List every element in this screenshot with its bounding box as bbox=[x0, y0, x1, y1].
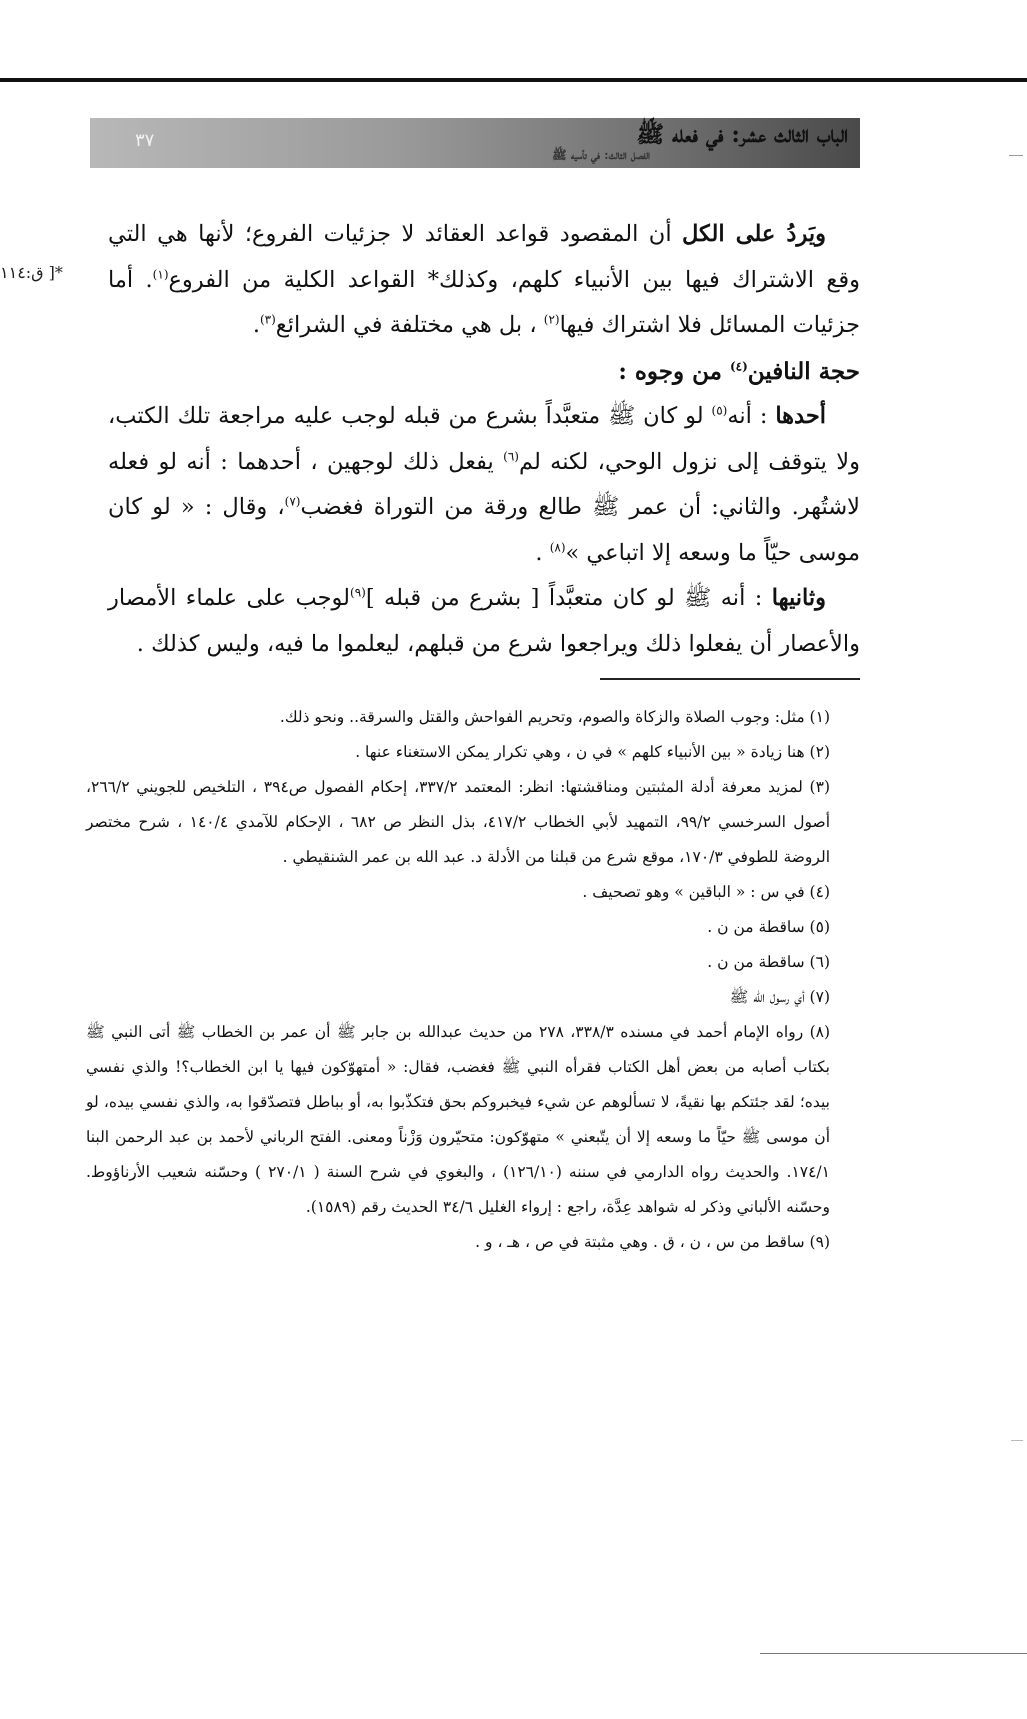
paragraph-text: . bbox=[252, 312, 260, 338]
paragraph-text: . أما جزئيات المسائل فلا اشتراك فيها bbox=[108, 266, 860, 338]
footnote-ref[interactable]: (٧) bbox=[284, 494, 301, 509]
heading-text: من وجوه : bbox=[618, 357, 722, 385]
paragraph-text: ، بل هي مختلفة في الشرائع bbox=[275, 312, 537, 338]
section-title: الفصل الثالث: في تأسيه ﷺ bbox=[552, 148, 650, 162]
edge-mark bbox=[1011, 1440, 1023, 1441]
paragraph-text: : أنه bbox=[727, 403, 768, 429]
footnote-ref[interactable]: (٢) bbox=[543, 312, 560, 327]
footnote-item: (٨) رواه الإمام أحمد في مسنده ٣٣٨/٣، ٢٧٨ من حديث عبدالله بن جابر ﷺ أن عمر بن الخطاب ﷺ أتى النبي ﷺ بكتاب أصابه من بعض أهل الكتاب فقرأه النبي ﷺ فغضب، فقال: « أمتهوّكون فيها يا ابن الخطاب؟! والذي نفسي بيده؛ لقد جئتكم بها نقيةً، لا تسألوهم عن شيء فيخبروكم بحق فتكذّبوا به، أو بباطل فتصدّقوا به، والذي نفسي بيده، لو أن موسى ﷺ حيّاً ما وسعه إلا أن يتّبعني » متهوّكون: متحيّرون وَزْناً ومعنى. الفتح الرباني لأحمد بن عبد الرحمن البنا ١٧٤/١. والحديث رواه الدارمي في سننه (١٢٦/١٠) ، والبغوي في شرح السنة ( ٢٧٠/١ ) وحسّنه شعيب الأرناؤوط. وحسّنه الألباني وذكر له شواهد عِدَّة، راجع : إرواء الغليل ٣٤/٦ الحديث رقم (١٥٨٩). bbox=[86, 1023, 831, 1216]
running-header bbox=[90, 118, 860, 168]
paragraph-text: يفعل ذلك لوجهين ، أحدهما : أنه لو فعله لاشتُهر. والثاني: أن عمر ﷺ طالع ورقة من التوراة فغضب bbox=[108, 448, 860, 520]
footnote-item: (٥) ساقطة من ن . bbox=[707, 918, 830, 936]
heading-text: حجة النافين bbox=[747, 357, 860, 385]
footnote-item: (٣) لمزيد معرفة أدلة المثبتين ومناقشتها: انظر: المعتمد ٣٣٧/٢، إحكام الفصول ص٣٩٤ ، التلخيص للجويني ٢٦٦/٢، أصول السرخسي ٩٩/٢، التمهيد لأبي الخطاب ٤١٧/٢، بذل النظر ص ٦٨٢ ، الإحكام للآمدي ١٤٠/٤ ، شرح مختصر الروضة للطوفي ١٧٠/٣، موقع شرع من قبلنا من الأدلة د. عبد الله بن عمر الشنقيطي . bbox=[86, 778, 831, 866]
footnote-item: (٤) في س : « الباقين » وهو تصحيف . bbox=[582, 883, 830, 901]
footnote-item: (٦) ساقطة من ن . bbox=[707, 953, 830, 971]
paragraph-text: أن المقصود قواعد العقائد لا جزئيات الفروع؛ لأنها هي التي وقع الاشتراك فيها بين الأنبياء كلهم، وكذلك* القواعد الكلية من الفروع bbox=[108, 221, 860, 293]
paragraph-text: . bbox=[535, 539, 543, 566]
footnote-ref[interactable]: (١) bbox=[152, 267, 169, 281]
footnote-separator bbox=[600, 678, 860, 680]
paragraph-lead: وثانيها bbox=[771, 585, 826, 611]
paragraph-objection bbox=[108, 212, 860, 349]
paragraph-text: لوجب على علماء الأمصار والأعصار أن يفعلوا ذلك ويراجعوا شرع من قبلهم، ليعلموا ما فيه، وليس كذلك . bbox=[108, 585, 860, 657]
page-number: ٣٧ bbox=[135, 130, 155, 151]
bottom-rule bbox=[760, 1653, 1027, 1654]
margin-folio-note: *[ ق:١١٤ bbox=[0, 263, 63, 282]
chapter-title: الباب الثالث عشر: في فعله ﷺ bbox=[636, 121, 848, 148]
footnote-item: (٢) هنا زيادة « بين الأنبياء كلهم » في ن ، وهي تكرار يمكن الاستغناء عنها . bbox=[355, 743, 830, 761]
footnotes bbox=[86, 700, 860, 1260]
footnote-ref[interactable]: (٩) bbox=[350, 585, 366, 600]
footnote-ref[interactable]: (٦) bbox=[503, 449, 519, 463]
footnote-item: (٧) أي رسول الله ﷺ bbox=[729, 988, 830, 1006]
paragraph-text: : أنه ﷺ لو كان متعبَّداً [ بشرع من قبله ] bbox=[365, 585, 763, 611]
paragraph-lead: أحدها bbox=[775, 403, 827, 429]
footnote-item: (٩) ساقط من س ، ن ، ق . وهي مثبتة في ص ، هـ ، و . bbox=[475, 1233, 830, 1251]
footnote-ref[interactable]: (٨) bbox=[549, 540, 566, 554]
edge-mark bbox=[1009, 155, 1023, 156]
top-rule bbox=[0, 78, 1027, 82]
footnote-ref[interactable]: (٤) bbox=[729, 358, 748, 373]
paragraph-text: لو كان ﷺ متعبَّداً بشرع من قبله لوجب عليه مراجعة تلك الكتب، ولا يتوقف إلى نزول الوحي، لكنه لم bbox=[108, 403, 860, 475]
footnote-item: (١) مثل: وجوب الصلاة والزكاة والصوم، وتحريم الفواحش والقتل والسرقة.. ونحو ذلك. bbox=[279, 708, 830, 726]
paragraph-second-argument bbox=[108, 576, 860, 667]
footnote-ref[interactable]: (٥) bbox=[711, 403, 728, 418]
paragraph-text: ، وقال : « لو كان موسى حيّاً ما وسعه إلا اتباعي » bbox=[108, 494, 860, 566]
footnote-ref[interactable]: (٣) bbox=[259, 312, 276, 327]
main-text bbox=[108, 212, 860, 667]
paragraph-lead: ويَردُ على الكل bbox=[682, 221, 826, 247]
paragraph-first-argument bbox=[108, 394, 860, 576]
section-heading bbox=[108, 349, 860, 395]
